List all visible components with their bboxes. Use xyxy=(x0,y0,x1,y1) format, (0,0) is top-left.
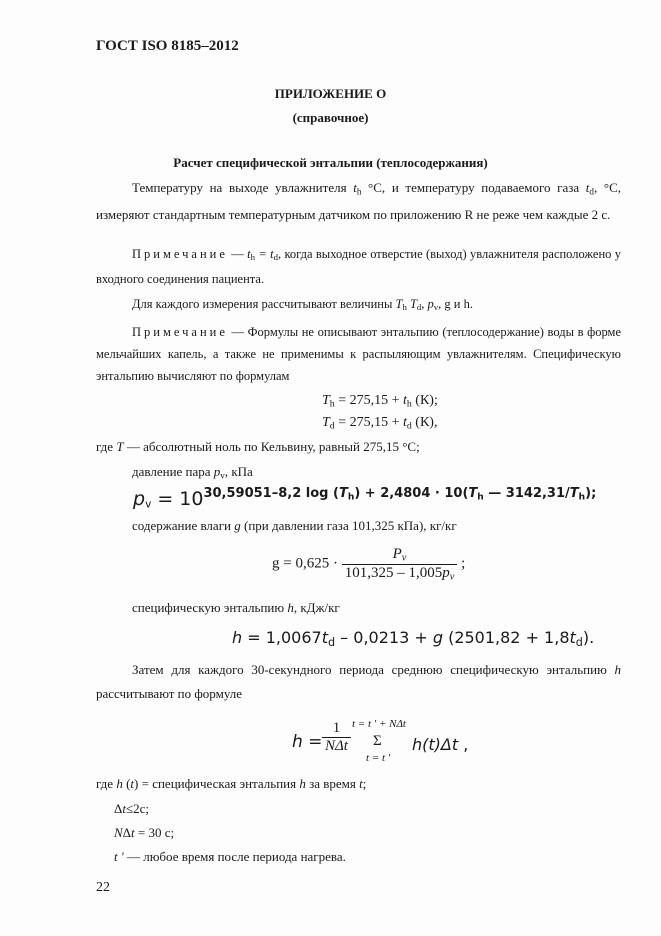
condition-t-prime: t ′ — любое время после периода нагрева. xyxy=(114,849,346,864)
equation-td: $T_d = 275,15 + t_d$ (К), xyxy=(322,415,438,432)
paragraph-temperature: Температуру на выходе увлажнителя $t_h$ °С, и температуру подаваемого газа $t_d$, °С, измеряют стандартным температурным датчиком по приложению R не реже чем каждые 2 с. xyxy=(96,180,621,223)
equation-moisture: g = 0,625 · $\frac{P_v}{101,325 - 1,005p_v}$ ; xyxy=(272,546,466,583)
note-1: Примечание — $t_h = t_d$, когда выходное отверстие (выход) увлажнителя расположено у входного соединения пациента. xyxy=(96,247,622,287)
sum-upper-limit: t = t ′ + NΔt xyxy=(352,718,406,730)
condition-ndt: NΔt = 30 с; xyxy=(114,825,175,840)
vapor-pressure-label: давление пара $p_v$, кПа xyxy=(132,464,253,481)
note-2: Примечание — Формулы не описывают энтальпию (теплосодержание) воды в форме мельчайших капель, а также не применимы к распыляющим увлажнителям. Специфическую энтальпию вычисляют по формулам xyxy=(96,325,621,383)
equation-th: $T_h = 275,15 + t_h$ (К); xyxy=(322,393,438,410)
page-number: 22 xyxy=(96,880,110,895)
where-enthalpy: где h (t) = специфическая энтальпия h за время t; xyxy=(96,776,367,791)
appendix-subtitle: (справочное) xyxy=(292,110,369,125)
equation-enthalpy: $h = 1,0067t_d - 0,0213 + g$ $(2501,82 + 1,8t_d)$. xyxy=(232,628,595,649)
enthalpy-label: специфическую энтальпию h, кДж/кг xyxy=(132,600,340,615)
document-header: ГОСТ ISO 8185–2012 xyxy=(96,38,239,54)
equation-vapor-pressure: $p_v = 1030,59051-8,2$ $\log (T_h) + 2,4804 \cdot 10(T_h$ — $3142,31/T_h$); xyxy=(133,486,597,511)
moisture-content-label: содержание влаги g (при давлении газа 101,325 кПа), кг/кг xyxy=(132,518,457,533)
sum-body: h(t)Δt , xyxy=(412,735,469,754)
appendix-title: ПРИЛОЖЕНИЕ О xyxy=(274,86,387,101)
paragraph-average: Затем для каждого 30-секундного периода среднюю специфическую энтальпию h рассчитывают по формуле xyxy=(96,662,621,701)
condition-dt: Δt≤2с; xyxy=(114,801,150,816)
equation-average-enthalpy-lhs: h = xyxy=(292,732,323,752)
sum-lower-limit: t = t ′ xyxy=(366,752,391,764)
section-title: Расчет специфической энтальпии (теплосодержания) xyxy=(173,155,488,170)
paragraph-measure: Для каждого измерения рассчитывают величины $T_h$ $T_d$, $p_v$, g и h. xyxy=(132,297,473,313)
equation-average-fraction: $\frac{1}{\text{NΔt}}$ xyxy=(322,720,351,755)
where-absolute-zero: где T — абсолютный ноль по Кельвину, равный 275,15 °С; xyxy=(96,439,420,454)
sum-sigma: Σ xyxy=(373,733,382,749)
